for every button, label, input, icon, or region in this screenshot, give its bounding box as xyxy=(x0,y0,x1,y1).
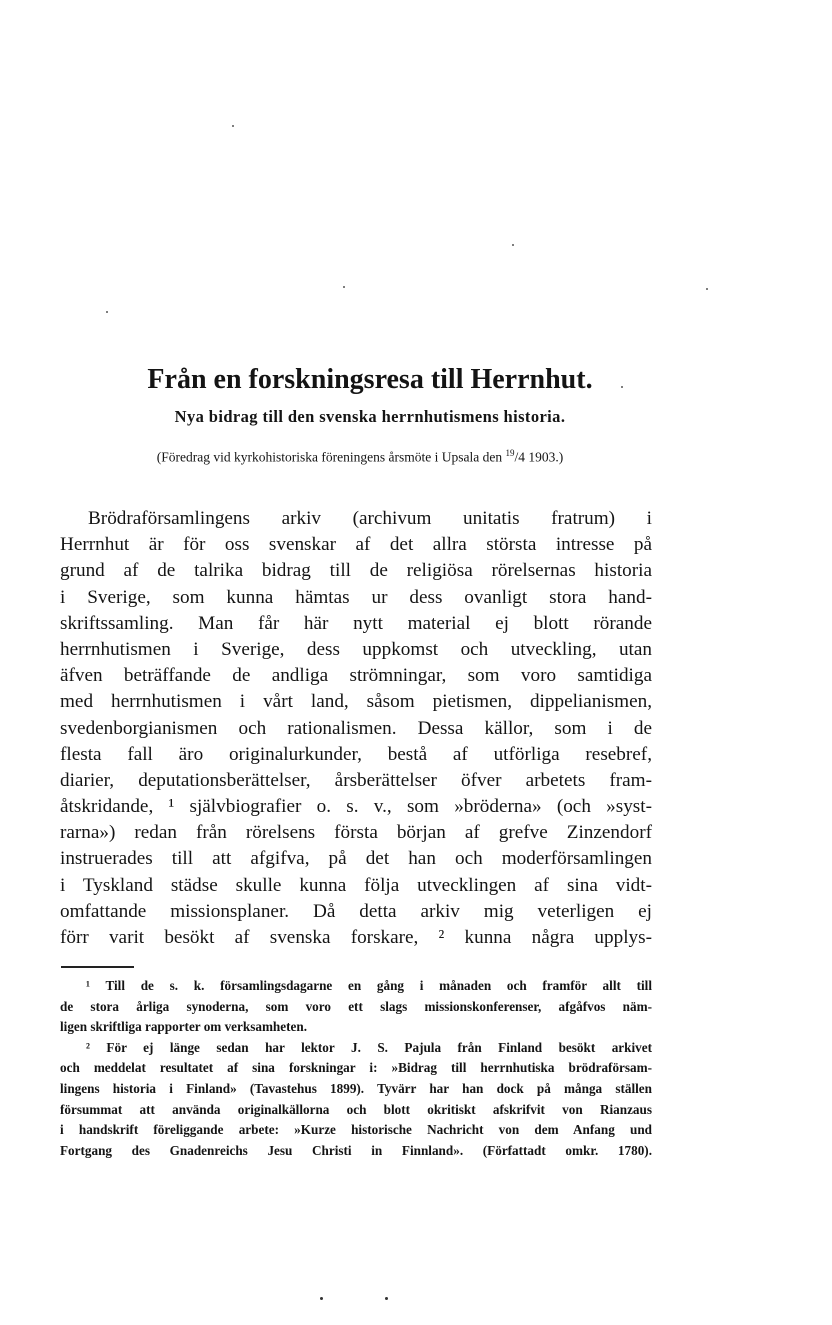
footnote-line: i handskrift föreliggande arbete: »Kurze historische Nachricht von dem Anfang und xyxy=(60,1122,652,1138)
scan-speck xyxy=(385,1297,388,1300)
body-paragraph xyxy=(60,506,652,951)
body-line: omfattande missionsplaner. Då detta arkiv mig veterligen ej xyxy=(60,900,652,922)
footnote-line: de stora årliga synoderna, som voro ett slags missionskonferenser, afgåfvos näm- xyxy=(60,998,652,1014)
body-line: åtskridande, ¹ självbiografier o. s. v., som »bröderna» (och »syst- xyxy=(60,796,652,818)
body-line: rarna») redan från rörelsens första början af grefve Zinzendorf xyxy=(60,822,652,844)
footnote-line: lingens historia i Finland» (Tavastehus 1899). Tyvärr har han dock på många ställen xyxy=(60,1080,652,1096)
body-line: Herrnhut är för oss svenskar af det allra största intresse på xyxy=(60,534,652,556)
footnote-line: ² För ej länge sedan har lektor J. S. Pajula från Finland besökt arkivet xyxy=(86,1039,652,1055)
body-line: i Sverige, som kunna hämtas ur dess ovanligt stora hand- xyxy=(60,586,652,608)
scan-speck xyxy=(320,1297,323,1300)
body-line: diarier, deputationsberättelser, årsberättelser öfver arbetets fram- xyxy=(60,769,652,791)
body-line: flesta fall äro originalurkunder, bestå af utförliga resebref, xyxy=(60,743,652,765)
body-line: förr varit besökt af svenska forskare, ² kunna några upplys- xyxy=(60,927,652,948)
scan-speck xyxy=(512,244,514,246)
article-title: Från en forskningsresa till Herrnhut. xyxy=(147,364,593,395)
occasion-date-day: 19 xyxy=(505,448,515,458)
article-subtitle: Nya bidrag till den svenska herrnhutismens historia. xyxy=(174,407,566,426)
body-line: herrnhutismen i Sverige, dess uppkomst och utveckling, utan xyxy=(60,638,652,660)
body-line: grund af de talrika bidrag till de religiösa rörelsernas historia xyxy=(60,560,652,582)
occasion-text: (Föredrag vid kyrkohistoriska föreningens årsmöte i Upsala den xyxy=(156,449,506,465)
footnote-line: och meddelat resultatet af sina forskningar i: »Bidrag till herrnhutiska brödraförsam- xyxy=(60,1060,652,1076)
scan-speck xyxy=(232,125,234,127)
scan-speck xyxy=(343,286,345,288)
footnote-line: försummat att använda originalkällorna och blott okritiskt afskrifvit von Rianzaus xyxy=(60,1101,652,1117)
scan-speck xyxy=(106,311,108,313)
footnote-line: ligen skriftliga rapporter om verksamheten. xyxy=(60,1019,307,1035)
body-line: Brödraförsamlingens arkiv (archivum unitatis fratrum) i xyxy=(88,508,652,529)
body-line: instruerades till att afgifva, på det han och moderförsamlingen xyxy=(60,848,652,870)
scan-speck xyxy=(706,288,708,290)
footnotes xyxy=(60,976,652,1161)
body-line: äfven beträffande de andliga strömningar, som voro samtidiga xyxy=(60,665,652,687)
occasion-date-rest: /4 1903.) xyxy=(514,449,564,465)
body-line: skriftssamling. Man får här nytt material ej blott rörande xyxy=(60,612,652,634)
body-line: svedenborgianismen och rationalismen. Dessa källor, som i de xyxy=(60,717,652,739)
body-line: med herrnhutismen i vårt land, såsom pietismen, dippelianismen, xyxy=(60,691,652,713)
lecture-occasion xyxy=(60,448,660,466)
footnote-line: Fortgang des Gnadenreichs Jesu Christi in Finnland». (Författadt omkr. 1780). xyxy=(60,1142,652,1158)
footnote-divider xyxy=(61,966,134,968)
body-line: i Tyskland städse skulle kunna följa utvecklingen af sina vidt- xyxy=(60,874,652,896)
footnote-line: ¹ Till de s. k. församlingsdagarne en gång i månaden och framför allt till xyxy=(86,978,652,993)
